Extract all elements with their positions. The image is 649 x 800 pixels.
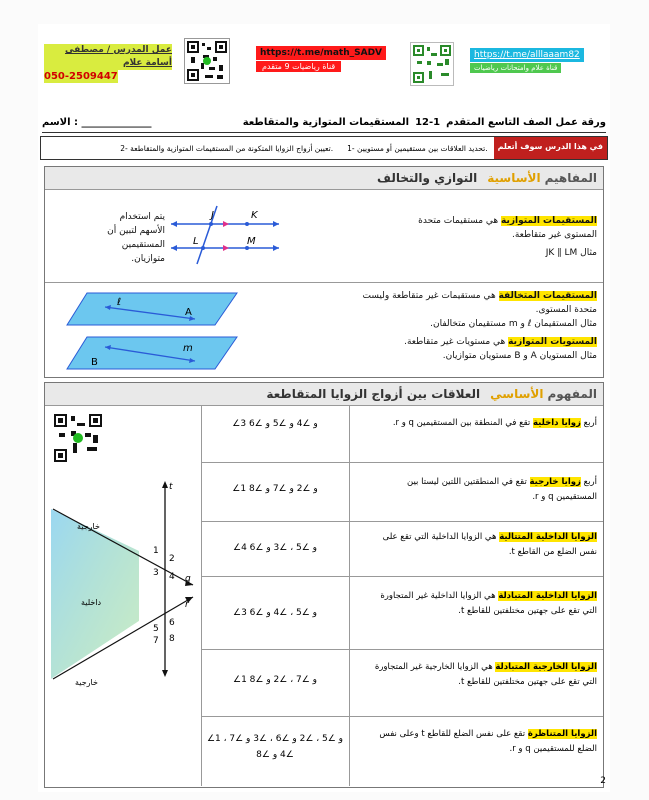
objectives-label: في هذا الدرس سوف أتعلم bbox=[494, 137, 607, 159]
telegram-channel-2: قناة علام وامتحانات رياضيات bbox=[470, 63, 561, 73]
section1-header bbox=[45, 167, 603, 190]
angle-2-label: 2 bbox=[169, 554, 175, 564]
angles-exterior: ∠1 و ∠2 و ∠7 و ∠8 bbox=[232, 484, 318, 494]
skew-definition: المستقيمات المتخالفة هي مستقيمات غير متقاطعة وليست متحدة المستوى. مثال المستقيمان ℓ و m مستقيمان متخالفان. المستويات المتوازية هي مستويات غير متقاطعة. مثال المستويان A و B مستويان متوازيان. bbox=[357, 289, 597, 363]
angle-7-label: 7 bbox=[153, 636, 159, 646]
line-ell-label: ℓ bbox=[117, 297, 122, 308]
arrow-note: يتم استخدام الأسهم لتبين أن المستقيمين متوازيان. bbox=[107, 212, 165, 264]
plane-A-label: A bbox=[185, 307, 192, 318]
header bbox=[38, 32, 610, 102]
interior-label: داخلية bbox=[81, 598, 102, 607]
qr-code-2 bbox=[410, 42, 454, 86]
section-parallel-skew bbox=[44, 166, 604, 378]
angle-row-alternate-interior: الزوايا الداخلية المتبادلة هي الزوايا الداخلية غير المتجاورة التي تقع على جهتين مختلفتين للقاطع t. ∠3 و ∠5 ، ∠4 و ∠6 bbox=[201, 577, 603, 650]
heading-key: الأساسية bbox=[487, 171, 541, 185]
point-M-label: M bbox=[247, 236, 256, 247]
angles-corresponding: ∠1 و ∠5 ، ∠2 و ∠6 ، ∠3 و ∠7 ، ∠4 و ∠8 bbox=[206, 734, 344, 760]
parallel-lines-row bbox=[45, 190, 603, 283]
section2-title: العلاقات بين أزواج الزوايا المتقاطعة bbox=[266, 387, 481, 401]
telegram-link-2[interactable]: https://t.me/alllaaam82 bbox=[470, 48, 584, 62]
student-name-field[interactable]: الاسم : ______________ bbox=[42, 116, 152, 128]
angles-interior: ∠3 و ∠4 و ∠5 و ∠6 bbox=[232, 419, 318, 429]
angle-8-label: 8 bbox=[169, 634, 175, 644]
point-K-label: K bbox=[251, 210, 258, 221]
planes-example: مثال المستويان A و B مستويان متوازيان. bbox=[442, 351, 597, 361]
line-r-label: r bbox=[185, 600, 189, 610]
section-angle-pairs bbox=[44, 382, 604, 788]
lesson-number: 12-1 bbox=[415, 116, 441, 128]
teacher-name: عمل المدرس / مصطفى أسامة علام bbox=[44, 44, 172, 70]
line-q-label: q bbox=[185, 574, 191, 584]
parallel-definition: المستقيمات المتوازية هي مستقيمات متحدة المستوى غير متقاطعة. مثال JK ∥ LM bbox=[407, 214, 597, 260]
telegram-channel-1: قناة رياضيات 9 متقدم bbox=[256, 61, 341, 72]
qr-code-3 bbox=[53, 413, 103, 463]
angles-alternate-exterior: ∠1 و ∠7 ، ∠2 و ∠8 bbox=[233, 675, 317, 685]
telegram-link-1[interactable]: https://t.me/math_SADV bbox=[256, 46, 386, 60]
heading-concepts: المفاهيم bbox=[544, 171, 597, 185]
worksheet-page bbox=[38, 24, 610, 792]
angle-row-exterior: أربع زوايا خارجية تقع في المنطقتين اللتين ليستا بين المستقيمين q و r. ∠1 و ∠2 و ∠7 و ∠8 bbox=[201, 463, 603, 522]
teacher-phone: 050-2509447 bbox=[44, 71, 118, 82]
parallel-example: مثال JK ∥ LM bbox=[545, 248, 597, 258]
angle-6-label: 6 bbox=[169, 618, 175, 628]
lesson-name: المستقيمات المتوازية والمتقاطعة bbox=[242, 116, 410, 128]
objective-2: 2- تعيين أزواج الزوايا المتكونة من المستقيمات المتوازية والمتقاطعة. bbox=[120, 143, 334, 153]
title-underline bbox=[42, 132, 606, 133]
angle-row-corresponding: الزوايا المتناظرة تقع على نفس الضلع للقاطع t وعلى نفس الضلع للمستقيمين q و r. ∠1 و ∠5 ، ∠2 و ∠6 ، ∠3 و ∠7 ، ∠4 و ∠8 bbox=[201, 717, 603, 787]
point-J-label: J bbox=[211, 210, 214, 221]
angle-5-label: 5 bbox=[153, 624, 159, 634]
teacher-credit bbox=[44, 44, 172, 83]
page-number: 2 bbox=[600, 776, 606, 786]
exterior-label-top: خارجية bbox=[77, 522, 100, 531]
angle-1-label: 1 bbox=[153, 546, 159, 556]
angle-row-consecutive-interior: الزوايا الداخلية المتتالية هي الزوايا الداخلية التي تقع على نفس الضلع من القاطع t. ∠4 و ∠5 ، ∠3 و ∠6 bbox=[201, 522, 603, 577]
planes-term: المستويات المتوازية bbox=[508, 337, 597, 347]
angle-4-label: 4 bbox=[169, 572, 175, 582]
heading-key-2: الأساسي bbox=[490, 387, 544, 401]
parallel-lines-figure bbox=[167, 204, 283, 266]
planes-figure bbox=[65, 289, 241, 373]
line-t-label: t bbox=[169, 482, 173, 492]
title-bar bbox=[42, 112, 606, 132]
objectives-bar bbox=[40, 136, 608, 160]
angles-consecutive-interior: ∠4 و ∠5 ، ∠3 و ∠6 bbox=[233, 543, 317, 553]
plane-B-label: B bbox=[91, 357, 98, 368]
heading-concept: المفهوم bbox=[547, 387, 597, 401]
skew-planes-row bbox=[45, 283, 603, 375]
transversal-figure bbox=[47, 479, 199, 689]
line-m-label: m bbox=[183, 343, 193, 354]
section2-header bbox=[45, 383, 603, 406]
skew-example: مثال المستقيمان ℓ و m مستقيمان متخالفان. bbox=[430, 319, 597, 329]
planes-definition: هي مستويات غير متقاطعة. bbox=[404, 337, 509, 347]
point-L-label: L bbox=[193, 236, 199, 247]
angle-row-interior: أربع زوايا داخلية تقع في المنطقة بين المستقيمين q و r. ∠3 و ∠4 و ∠5 و ∠6 bbox=[201, 406, 603, 463]
angle-row-alternate-exterior: الزوايا الخارجية المتبادلة هي الزوايا الخارجية غير المتجاورة التي تقع على جهتين مختلفتين للقاطع t. ∠1 و ∠7 ، ∠2 و ∠8 bbox=[201, 650, 603, 717]
sheet-title: ورقة عمل الصف التاسع المتقدم bbox=[446, 116, 606, 128]
angles-alternate-interior: ∠3 و ∠5 ، ∠4 و ∠6 bbox=[233, 608, 317, 618]
objective-1: 1- تحديد العلاقات بين مستقيمين أو مستويين. bbox=[347, 143, 488, 153]
exterior-label-bottom: خارجية bbox=[75, 678, 98, 687]
section1-title: التوازي والتخالف bbox=[377, 171, 478, 185]
qr-code-1 bbox=[184, 38, 230, 84]
angle-3-label: 3 bbox=[153, 568, 159, 578]
